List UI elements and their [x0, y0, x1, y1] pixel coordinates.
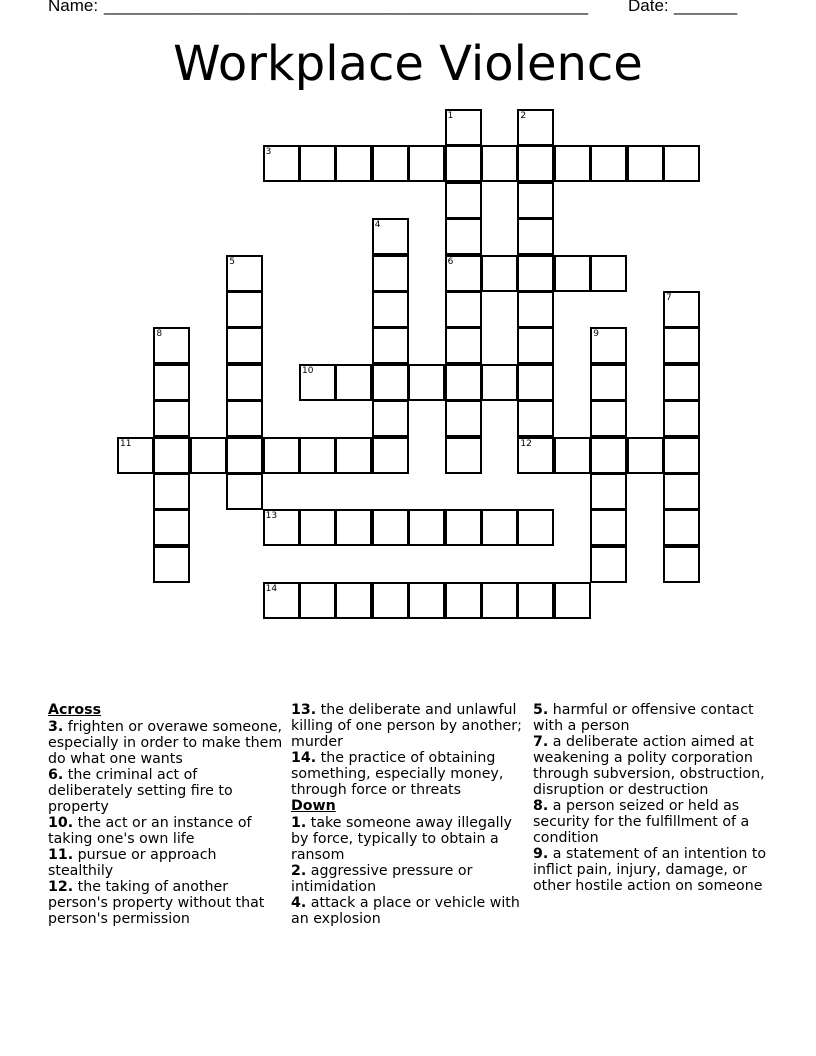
- grid-cell[interactable]: [153, 546, 190, 583]
- grid-cell[interactable]: [663, 509, 700, 546]
- clue-number: 2.: [291, 863, 307, 879]
- cell-number: 4: [374, 220, 381, 231]
- grid-cell[interactable]: [408, 145, 445, 182]
- grid-cell[interactable]: [590, 327, 627, 364]
- grid-cell[interactable]: [263, 437, 300, 474]
- grid-cell[interactable]: [517, 255, 554, 292]
- grid-cell[interactable]: [663, 546, 700, 583]
- grid-cell[interactable]: [153, 364, 190, 401]
- grid-cell[interactable]: [335, 509, 372, 546]
- grid-cell[interactable]: [481, 509, 518, 546]
- cell-number: 11: [120, 438, 132, 449]
- cell-number: 13: [265, 511, 278, 522]
- grid-cell[interactable]: [445, 291, 482, 328]
- grid-cell[interactable]: [517, 582, 554, 619]
- grid-cell[interactable]: [445, 182, 482, 219]
- grid-cell[interactable]: [590, 255, 627, 292]
- clue-number: 1.: [291, 815, 307, 831]
- clue-down-1: [291, 815, 527, 863]
- grid-cell[interactable]: [590, 509, 627, 546]
- cell-number: 12: [520, 438, 532, 449]
- grid-cell[interactable]: [226, 255, 263, 292]
- grid-cell[interactable]: [226, 327, 263, 364]
- grid-cell[interactable]: [554, 145, 591, 182]
- grid-cell[interactable]: [226, 400, 263, 437]
- across-heading: Across: [48, 702, 102, 718]
- grid-cell[interactable]: [372, 145, 409, 182]
- clue-text: the deliberate and unlawful killing of one person by another; murder: [291, 702, 522, 750]
- clue-down-8: [533, 798, 773, 846]
- grid-cell[interactable]: [517, 327, 554, 364]
- grid-cell[interactable]: [335, 145, 372, 182]
- grid-cell[interactable]: [445, 364, 482, 401]
- grid-cell[interactable]: [372, 437, 409, 474]
- clue-across-11: [48, 847, 284, 879]
- grid-cell[interactable]: [372, 255, 409, 292]
- grid-cell[interactable]: [663, 400, 700, 437]
- clue-number: 9.: [533, 846, 549, 862]
- cell-number: 6: [447, 256, 454, 267]
- clue-number: 3.: [48, 719, 64, 735]
- grid-cell[interactable]: [153, 509, 190, 546]
- name-label: Name:: [48, 0, 99, 15]
- cell-number: 1: [447, 111, 454, 121]
- grid-cell[interactable]: [226, 437, 263, 474]
- grid-cell[interactable]: [590, 145, 627, 182]
- grid-cell[interactable]: [554, 255, 591, 292]
- clue-number: 4.: [291, 895, 307, 911]
- grid-cell[interactable]: [517, 364, 554, 401]
- clue-across-3: [48, 719, 284, 767]
- clue-text: attack a place or vehicle with an explosion: [291, 895, 520, 927]
- grid-cell[interactable]: [372, 291, 409, 328]
- grid-cell[interactable]: [590, 364, 627, 401]
- grid-cell[interactable]: [517, 109, 554, 146]
- grid-cell[interactable]: [627, 145, 664, 182]
- clue-down-4: [291, 895, 527, 927]
- cell-number: 10: [302, 365, 314, 376]
- clue-text: pursue or approach stealthily: [48, 847, 217, 879]
- grid-cell[interactable]: [117, 437, 154, 474]
- grid-cell[interactable]: [372, 582, 409, 619]
- grid-cell[interactable]: [153, 327, 190, 364]
- name-blank[interactable]: ______________________________________________________: [104, 0, 588, 15]
- clue-number: 11.: [48, 847, 74, 863]
- grid-cell[interactable]: [445, 327, 482, 364]
- grid-cell[interactable]: [408, 364, 445, 401]
- clue-text: a deliberate action aimed at weakening a polity corporation through subversion, obstruction, disruption or destruction: [533, 734, 765, 798]
- grid-cell[interactable]: [408, 509, 445, 546]
- grid-cell[interactable]: [299, 509, 336, 546]
- grid-cell[interactable]: [517, 182, 554, 219]
- grid-cell[interactable]: [445, 218, 482, 255]
- clue-down-2: [291, 863, 527, 895]
- clue-text: harmful or offensive contact with a person: [533, 702, 754, 734]
- clue-number: 12.: [48, 879, 74, 895]
- grid-cell[interactable]: [263, 509, 300, 546]
- grid-cell[interactable]: [299, 582, 336, 619]
- clue-down-5: [533, 702, 773, 734]
- grid-cell[interactable]: [226, 364, 263, 401]
- grid-cell[interactable]: [663, 327, 700, 364]
- clue-number: 5.: [533, 702, 549, 718]
- grid-cell[interactable]: [590, 400, 627, 437]
- grid-cell[interactable]: [335, 364, 372, 401]
- grid-cell[interactable]: [445, 400, 482, 437]
- grid-cell[interactable]: [372, 400, 409, 437]
- grid-cell[interactable]: [190, 437, 227, 474]
- cell-number: 8: [156, 329, 163, 340]
- grid-cell[interactable]: [663, 291, 700, 328]
- grid-cell[interactable]: [372, 364, 409, 401]
- grid-cell[interactable]: [517, 291, 554, 328]
- clue-text: a statement of an intention to inflict pain, injury, damage, or other hostile action on someone: [533, 846, 767, 894]
- grid-cell[interactable]: [445, 145, 482, 182]
- clue-across-14: [291, 750, 527, 798]
- clue-text: take someone away illegally by force, typically to obtain a ransom: [291, 815, 512, 863]
- clue-text: the criminal act of deliberately setting fire to property: [48, 767, 233, 815]
- grid-cell[interactable]: [481, 255, 518, 292]
- clue-across-13: [291, 702, 527, 750]
- grid-cell[interactable]: [445, 582, 482, 619]
- grid-cell[interactable]: [153, 400, 190, 437]
- grid-cell[interactable]: [153, 437, 190, 474]
- grid-cell[interactable]: [335, 582, 372, 619]
- date-label: Date:: [628, 0, 669, 15]
- clue-text: aggressive pressure or intimidation: [291, 863, 473, 895]
- grid-cell[interactable]: [517, 437, 554, 474]
- grid-cell[interactable]: [445, 109, 482, 146]
- grid-cell[interactable]: [445, 437, 482, 474]
- clue-across-6: [48, 767, 284, 815]
- grid-cell[interactable]: [408, 582, 445, 619]
- grid-cell[interactable]: [372, 509, 409, 546]
- grid-cell[interactable]: [299, 437, 336, 474]
- grid-cell[interactable]: [663, 364, 700, 401]
- clue-number: 10.: [48, 815, 74, 831]
- clues-column-2: [291, 702, 527, 927]
- clue-down-7: [533, 734, 773, 798]
- grid-cell[interactable]: [663, 473, 700, 510]
- clue-text: the practice of obtaining something, especially money, through force or threats: [291, 750, 504, 798]
- clues-column-1: [48, 702, 284, 927]
- date-blank[interactable]: _______: [674, 0, 737, 15]
- grid-cell[interactable]: [226, 291, 263, 328]
- grid-cell[interactable]: [517, 145, 554, 182]
- clue-number: 7.: [533, 734, 549, 750]
- grid-cell[interactable]: [663, 437, 700, 474]
- clue-down-9: [533, 846, 773, 894]
- clues-column-3: [533, 702, 773, 894]
- clue-across-10: [48, 815, 284, 847]
- cell-number: 3: [265, 147, 272, 158]
- grid-cell[interactable]: [481, 364, 518, 401]
- grid-cell[interactable]: [590, 437, 627, 474]
- clue-number: 8.: [533, 798, 549, 814]
- clue-text: a person seized or held as security for the fulfillment of a condition: [533, 798, 750, 846]
- grid-cell[interactable]: [481, 145, 518, 182]
- clue-text: the act or an instance of taking one's own life: [48, 815, 252, 847]
- grid-cell[interactable]: [517, 218, 554, 255]
- down-heading: Down: [291, 798, 336, 814]
- clue-number: 13.: [291, 702, 317, 718]
- cell-number: 9: [593, 329, 599, 340]
- grid-cell[interactable]: [445, 509, 482, 546]
- clue-number: 6.: [48, 767, 64, 783]
- cell-number: 14: [265, 584, 278, 595]
- grid-cell[interactable]: [299, 145, 336, 182]
- grid-cell[interactable]: [627, 437, 664, 474]
- cell-number: 2: [520, 111, 527, 121]
- grid-cell[interactable]: [481, 582, 518, 619]
- grid-cell[interactable]: [554, 582, 591, 619]
- page-title: Workplace Violence: [173, 36, 643, 92]
- grid-cell[interactable]: [590, 546, 627, 583]
- clue-text: the taking of another person's property without that person's permission: [48, 879, 265, 927]
- grid-cell[interactable]: [517, 509, 554, 546]
- grid-cell[interactable]: [517, 400, 554, 437]
- grid-cell[interactable]: [226, 473, 263, 510]
- grid-cell[interactable]: [263, 582, 300, 619]
- cell-number: 5: [229, 256, 235, 267]
- grid-cell[interactable]: [153, 473, 190, 510]
- grid-cell[interactable]: [299, 364, 336, 401]
- grid-cell[interactable]: [263, 145, 300, 182]
- grid-cell[interactable]: [590, 473, 627, 510]
- grid-cell[interactable]: [663, 145, 700, 182]
- grid-cell[interactable]: [372, 327, 409, 364]
- grid-cell[interactable]: [445, 255, 482, 292]
- clue-number: 14.: [291, 750, 317, 766]
- grid-cell[interactable]: [372, 218, 409, 255]
- grid-cell[interactable]: [335, 437, 372, 474]
- clue-across-12: [48, 879, 284, 927]
- cell-number: 7: [666, 293, 672, 303]
- clue-text: frighten or overawe someone, especially in order to make them do what one wants: [48, 719, 283, 767]
- grid-cell[interactable]: [554, 437, 591, 474]
